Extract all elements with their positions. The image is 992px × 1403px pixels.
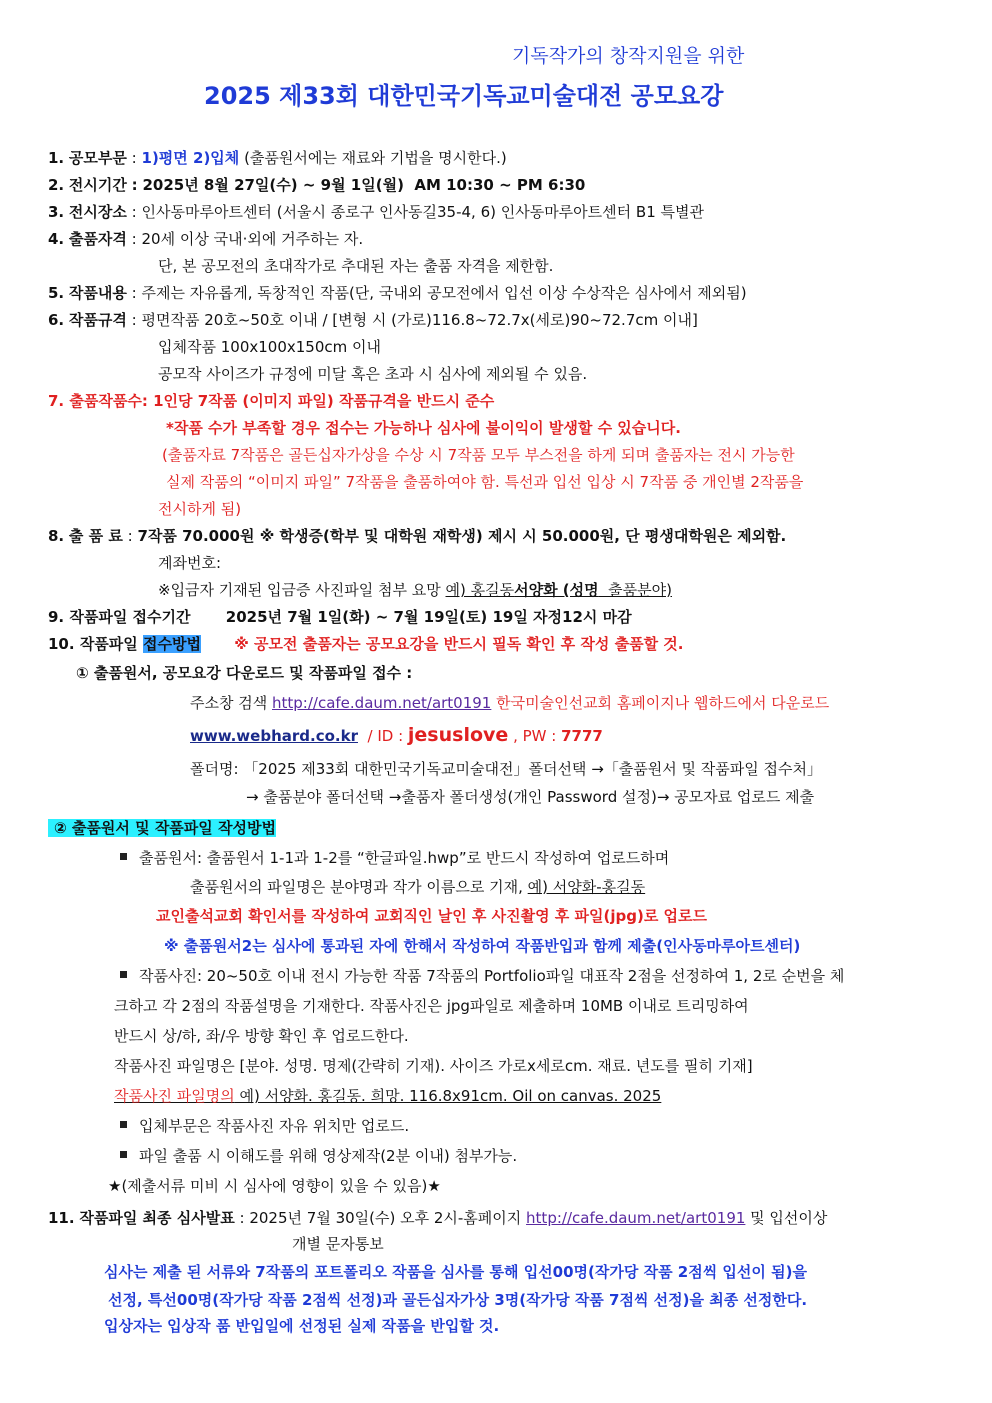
separator: : xyxy=(131,284,137,302)
judging-paragraph-1: 심사는 제출 된 서류와 7작품의 포트폴리오 작품을 심사를 통해 입선00명(작가당 작품 2점씩 입선이 됨)을 xyxy=(104,1263,807,1281)
section-label: 작품파일 최종 심사발표 xyxy=(79,1209,235,1227)
size-spec-note: 공모작 사이즈가 규정에 미달 혹은 초과 시 심사에 제외될 수 있음. xyxy=(158,365,588,383)
filename-rule-text: 출품원서의 파일명은 분야명과 작가 이름으로 기재, xyxy=(190,878,528,896)
cafe-link[interactable]: http://cafe.daum.net/art0191 xyxy=(526,1209,746,1227)
section-label: 작품파일 접수기간 xyxy=(69,608,191,626)
filename-example: 예) 서양화-홍길동 xyxy=(527,878,646,896)
separator: : xyxy=(131,149,137,167)
bullet-icon xyxy=(120,971,127,978)
photo-line-3: 반드시 상/하, 좌/우 방향 확인 후 업로드한다. xyxy=(114,1027,409,1045)
bullet-text: 입체부문은 작품사진 자유 위치만 업로드. xyxy=(139,1117,410,1135)
exhibition-period: 2025년 8월 27일(수) ~ 9월 1일(월) AM 10:30 ~ PM 6:30 xyxy=(142,176,586,194)
deposit-example-end: 출품분야) xyxy=(598,581,672,599)
account-number: 계좌번호: xyxy=(158,554,222,572)
separator: : xyxy=(131,176,138,194)
bullet-text: 출품원서: 출품원서 1-1과 1-2를 “한글파일.hwp”로 반드시 작성하여 업로드하며 xyxy=(139,849,670,867)
deposit-example-bold: 서양화 (성명 xyxy=(514,581,599,599)
application-form-2-note: ※ 출품원서2는 심사에 통과된 자에 한해서 작성하여 작품반입과 함께 제출(인사동마루아트센터) xyxy=(164,937,801,955)
note: (출품원서에는 재료와 기법을 명시한다.) xyxy=(244,149,507,167)
section-4 xyxy=(48,229,363,249)
download-suffix: 한국미술인선교회 홈페이지나 웹하드에서 다운로드 xyxy=(491,694,830,712)
section-1 xyxy=(48,148,507,168)
separator: : xyxy=(239,1209,245,1227)
eligibility-restriction: 단, 본 공모전의 초대작가로 추대된 자는 출품 자격을 제한함. xyxy=(158,257,554,275)
bullet-application-form xyxy=(120,848,669,868)
photo-line-4: 작품사진 파일명은 [분야. 성명. 명제(간략히 기재). 사이즈 가로x세로cm. 재료. 년도를 필히 기재] xyxy=(114,1057,753,1075)
section-label: 출품자격 xyxy=(68,230,127,248)
subsection-2-title xyxy=(48,818,276,838)
separator: : xyxy=(131,311,137,329)
download-prefix: 주소창 검색 xyxy=(190,694,272,712)
section-label: 전시기간 xyxy=(68,176,127,194)
work-content: 주제는 자유롭게, 독창적인 작품(단, 국내외 공모전에서 입선 이상 수상작은 심사에서 제외됨) xyxy=(141,284,747,302)
church-certificate-note: 교인출석교회 확인서를 작성하여 교회직인 날인 후 사진촬영 후 파일(jpg)로 업로드 xyxy=(156,907,708,925)
bullet-text: 파일 출품 시 이해도를 위해 영상제작(2분 이내) 첨부가능. xyxy=(139,1147,518,1165)
announcement-suffix: 및 입선이상 xyxy=(745,1209,828,1227)
section-9 xyxy=(48,607,632,627)
section-10-warning: ※ 공모전 출품자는 공모요강을 반드시 필독 확인 후 작성 출품할 것. xyxy=(234,635,684,653)
work-count-warning: *작품 수가 부족할 경우 접수는 가능하나 심사에 불이익이 발생할 수 있습니다. xyxy=(166,419,681,437)
work-count-note-1: (출품자료 7작품은 골든십자가상을 수상 시 7작품 모두 부스전을 하게 되며 출품자는 전시 가능한 xyxy=(162,446,795,464)
section-number: 7. xyxy=(48,392,65,410)
section-label: 작품내용 xyxy=(68,284,127,302)
section-number: 3. xyxy=(48,203,65,221)
bullet-photo xyxy=(120,966,844,986)
judging-paragraph-3: 입상자는 입상작 품 반입일에 선정된 실제 작품을 반입할 것. xyxy=(104,1317,500,1335)
section-number: 4. xyxy=(48,230,65,248)
webhard-pw: 7777 xyxy=(561,727,603,745)
photo-line-2: 크하고 각 2점의 작품설명을 기재한다. 작품사진은 jpg파일로 제출하며 10MB 이내로 트리밍하여 xyxy=(114,997,749,1015)
size-spec-3d: 입체작품 100x100x150cm 이내 xyxy=(158,338,381,356)
announcement-text: 2025년 7월 30일(수) 오후 2시-홈페이지 xyxy=(249,1209,527,1227)
section-label: 출품작품수: xyxy=(69,392,148,410)
bullet-icon xyxy=(120,1121,127,1128)
section-number: 8. xyxy=(48,527,65,545)
size-spec: 평면작품 20호~50호 이내 / [변형 시 (가로)116.8~72.7x(세로)90~72.7cm 이내] xyxy=(141,311,698,329)
webhard-line xyxy=(190,723,603,748)
eligibility: 20세 이상 국내·외에 거주하는 자. xyxy=(141,230,364,248)
section-number: 6. xyxy=(48,311,65,329)
subsection-2-title-text: ② 출품원서 및 작품파일 작성방법 xyxy=(48,819,276,837)
bullet-video xyxy=(120,1146,517,1166)
folder-path-1: 폴더명: 「2025 제33회 대한민국기독교미술대전」폴더선택 →「출품원서 및 작품파일 접수처」 xyxy=(190,760,822,778)
submission-period: 2025년 7월 1일(화) ~ 7월 19일(토) 19일 자정12시 마감 xyxy=(225,608,632,626)
deposit-note-text: ※입금자 기재된 입금증 사진파일 첨부 요망 xyxy=(158,581,446,599)
section-number: 2. xyxy=(48,176,65,194)
deposit-example xyxy=(446,581,672,599)
work-count: 1인당 7작품 (이미지 파일) 작품규격을 반드시 준수 xyxy=(153,392,495,410)
page-subtitle: 기독작가의 창작지원을 위한 xyxy=(512,45,745,67)
section-label: 작품규격 xyxy=(68,311,127,329)
entry-fee: 7작품 70.000원 ※ 학생증(학부 및 대학원 재학생) 제시 시 50.000원, 단 평생대학원은 제외함. xyxy=(137,527,787,545)
separator: : xyxy=(131,230,137,248)
bullet-icon xyxy=(120,1151,127,1158)
deposit-note xyxy=(158,580,672,600)
section-3 xyxy=(48,202,704,222)
page-title: 2025 제33회 대한민국기독교미술대전 공모요강 xyxy=(204,82,724,110)
separator: : xyxy=(131,203,137,221)
section-7 xyxy=(48,391,494,411)
section-6 xyxy=(48,310,698,330)
section-11 xyxy=(48,1208,827,1228)
sms-notice: 개별 문자통보 xyxy=(292,1235,384,1253)
bullet-text: 작품사진: 20~50호 이내 전시 가능한 작품 7작품의 Portfolio파일 대표작 2점을 선정하여 1, 2로 순번을 체 xyxy=(139,967,845,985)
section-label: 출 품 료 xyxy=(68,527,123,545)
pw-prefix: , PW : xyxy=(508,727,562,745)
webhard-id: jesuslove xyxy=(407,724,509,746)
bullet-icon xyxy=(120,853,127,860)
section-label-highlight: 접수방법 xyxy=(143,635,201,653)
section-number: 1. xyxy=(48,149,65,167)
section-label: 작품파일 xyxy=(79,635,138,653)
work-count-note-3: 전시하게 됨) xyxy=(158,500,242,518)
section-number: 5. xyxy=(48,284,65,302)
subsection-1-title: ① 출품원서, 공모요강 다운로드 및 작품파일 접수 : xyxy=(76,664,413,682)
judging-paragraph-2: 선정, 특선00명(작가당 작품 2점씩 선정)과 골든십자가상 3명(작가당 작품 7점씩 선정)을 최종 선정한다. xyxy=(108,1291,808,1309)
folder-path-2: → 출품분야 폴더선택 →출품자 폴더생성(개인 Password 설정)→ 공모자료 업로드 제출 xyxy=(246,788,815,806)
download-line xyxy=(190,693,829,713)
section-5 xyxy=(48,283,747,303)
work-count-note-2: 실제 작품의 “이미지 파일” 7작품을 출품하여야 함. 특선과 입선 입상 시 7작품 중 개인별 2작품을 xyxy=(166,473,804,491)
separator: : xyxy=(127,527,133,545)
section-number: 9. xyxy=(48,608,65,626)
section-label: 전시장소 xyxy=(68,203,127,221)
photo-example-text: 예) 서양화. 홍길동. 희망. 116.8x91cm. Oil on canvas. 2025 xyxy=(234,1087,662,1105)
section-10 xyxy=(48,634,683,654)
section-number: 11. xyxy=(48,1209,75,1227)
section-8 xyxy=(48,526,786,546)
venue: 인사동마루아트센터 (서울시 종로구 인사동길35-4, 6) 인사동마루아트센터 B1 특별관 xyxy=(141,203,704,221)
categories: 1)평면 2)입체 xyxy=(141,149,240,167)
section-label: 공모부문 xyxy=(68,149,127,167)
photo-example-label: 작품사진 파일명의 xyxy=(114,1087,235,1105)
deposit-example-name: 예) 홍길동 xyxy=(445,581,515,599)
webhard-link[interactable]: www.webhard.co.kr xyxy=(190,727,358,745)
photo-filename-example xyxy=(114,1086,661,1106)
missing-docs-note: ★(제출서류 미비 시 심사에 영향이 있을 수 있음)★ xyxy=(108,1177,441,1195)
section-number: 10. xyxy=(48,635,75,653)
cafe-link[interactable]: http://cafe.daum.net/art0191 xyxy=(272,694,492,712)
section-2 xyxy=(48,175,585,195)
id-prefix: / ID : xyxy=(357,727,408,745)
bullet-3d xyxy=(120,1116,409,1136)
filename-rule xyxy=(190,877,645,897)
